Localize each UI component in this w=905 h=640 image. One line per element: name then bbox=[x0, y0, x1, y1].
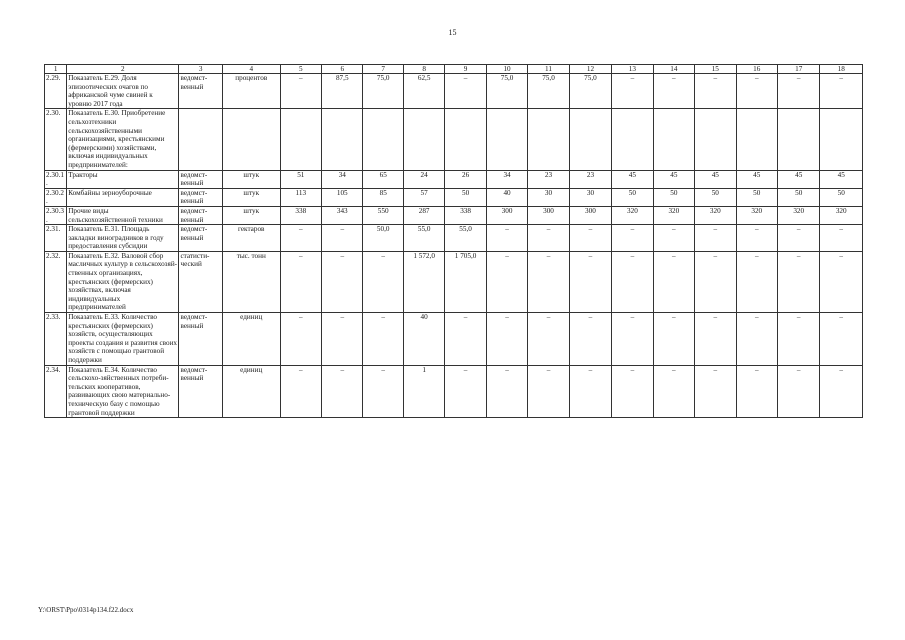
value-cell: – bbox=[653, 225, 694, 252]
value-cell: – bbox=[528, 365, 569, 418]
value-cell: – bbox=[612, 313, 653, 366]
indicator-name-cell: Показатель Е.30. Приобретение сельхозтехники сельскохозяйственными организациями, крестьянскими (фермерскими) хозяйствами, включая индивидуальных предпринимателей: bbox=[67, 109, 179, 170]
value-cell: – bbox=[820, 365, 863, 418]
value-cell bbox=[363, 109, 403, 170]
value-cell: 300 bbox=[569, 206, 611, 224]
row-number-cell: 2.31. bbox=[45, 225, 67, 252]
value-cell: 55,0 bbox=[445, 225, 486, 252]
value-cell: – bbox=[569, 313, 611, 366]
table-row bbox=[45, 188, 863, 206]
value-cell: 30 bbox=[569, 188, 611, 206]
value-cell: – bbox=[695, 251, 736, 312]
table-row bbox=[45, 225, 863, 252]
value-cell: 75,0 bbox=[569, 74, 611, 109]
value-cell: – bbox=[820, 225, 863, 252]
value-cell: – bbox=[322, 365, 363, 418]
value-cell: – bbox=[569, 251, 611, 312]
value-cell: – bbox=[322, 251, 363, 312]
value-cell: – bbox=[695, 313, 736, 366]
value-cell: 62,5 bbox=[403, 74, 444, 109]
value-cell: 550 bbox=[363, 206, 403, 224]
value-cell: 338 bbox=[280, 206, 321, 224]
value-cell: – bbox=[528, 251, 569, 312]
value-cell: 320 bbox=[653, 206, 694, 224]
value-cell: 50 bbox=[820, 188, 863, 206]
unit-cell: единиц bbox=[222, 313, 280, 366]
header-cell: 15 bbox=[695, 65, 736, 74]
value-cell: – bbox=[486, 365, 527, 418]
table-row bbox=[45, 74, 863, 109]
header-row bbox=[45, 65, 863, 74]
table-row bbox=[45, 251, 863, 312]
value-cell: 113 bbox=[280, 188, 321, 206]
value-cell: 45 bbox=[820, 170, 863, 188]
value-cell: 40 bbox=[486, 188, 527, 206]
data-source-cell: ведомст-венный bbox=[179, 170, 222, 188]
data-source-cell: статисти-ческий bbox=[179, 251, 222, 312]
value-cell: 45 bbox=[695, 170, 736, 188]
value-cell: – bbox=[280, 313, 321, 366]
unit-cell: тыс. тонн bbox=[222, 251, 280, 312]
value-cell: – bbox=[280, 365, 321, 418]
data-source-cell: ведомст-венный bbox=[179, 313, 222, 366]
row-number-cell: 2.32. bbox=[45, 251, 67, 312]
indicator-name-cell: Прочие виды сельскохозяйственной техники bbox=[67, 206, 179, 224]
value-cell: – bbox=[486, 225, 527, 252]
value-cell: – bbox=[695, 225, 736, 252]
value-cell: 338 bbox=[445, 206, 486, 224]
value-cell: 55,0 bbox=[403, 225, 444, 252]
unit-cell: единиц bbox=[222, 365, 280, 418]
data-source-cell: ведомст-венный bbox=[179, 365, 222, 418]
header-cell: 18 bbox=[820, 65, 863, 74]
indicators-table-container bbox=[44, 64, 863, 418]
table-row bbox=[45, 170, 863, 188]
value-cell: – bbox=[612, 251, 653, 312]
value-cell: – bbox=[820, 74, 863, 109]
unit-cell bbox=[222, 109, 280, 170]
header-cell: 9 bbox=[445, 65, 486, 74]
value-cell: 34 bbox=[486, 170, 527, 188]
value-cell: 300 bbox=[528, 206, 569, 224]
row-number-cell: 2.30. bbox=[45, 109, 67, 170]
value-cell: 50,0 bbox=[363, 225, 403, 252]
value-cell: – bbox=[569, 225, 611, 252]
page-number: 15 bbox=[448, 28, 457, 37]
value-cell bbox=[403, 109, 444, 170]
value-cell: – bbox=[445, 74, 486, 109]
value-cell: 320 bbox=[695, 206, 736, 224]
value-cell: 75,0 bbox=[528, 74, 569, 109]
unit-cell: штук bbox=[222, 206, 280, 224]
unit-cell: штук bbox=[222, 188, 280, 206]
value-cell: – bbox=[736, 313, 777, 366]
table-body bbox=[45, 74, 863, 418]
value-cell: – bbox=[653, 365, 694, 418]
value-cell: 75,0 bbox=[486, 74, 527, 109]
value-cell: – bbox=[653, 74, 694, 109]
row-number-cell: 2.30.2. bbox=[45, 188, 67, 206]
value-cell: – bbox=[736, 365, 777, 418]
value-cell: – bbox=[280, 251, 321, 312]
value-cell: – bbox=[528, 313, 569, 366]
value-cell: – bbox=[612, 74, 653, 109]
value-cell: – bbox=[363, 365, 403, 418]
value-cell: 50 bbox=[695, 188, 736, 206]
value-cell: – bbox=[653, 313, 694, 366]
data-source-cell: ведомст-венный bbox=[179, 74, 222, 109]
value-cell: – bbox=[612, 225, 653, 252]
header-cell: 2 bbox=[67, 65, 179, 74]
value-cell bbox=[695, 109, 736, 170]
row-number-cell: 2.34. bbox=[45, 365, 67, 418]
unit-cell: процентов bbox=[222, 74, 280, 109]
unit-cell: штук bbox=[222, 170, 280, 188]
value-cell: – bbox=[363, 313, 403, 366]
value-cell: – bbox=[322, 313, 363, 366]
row-number-cell: 2.33. bbox=[45, 313, 67, 366]
value-cell: 26 bbox=[445, 170, 486, 188]
row-number-cell: 2.30.1. bbox=[45, 170, 67, 188]
row-number-cell: 2.30.3. bbox=[45, 206, 67, 224]
value-cell: 1 705,0 bbox=[445, 251, 486, 312]
value-cell: 300 bbox=[486, 206, 527, 224]
value-cell: 50 bbox=[653, 188, 694, 206]
value-cell bbox=[777, 109, 819, 170]
header-cell: 7 bbox=[363, 65, 403, 74]
header-cell: 17 bbox=[777, 65, 819, 74]
indicators-table bbox=[44, 64, 863, 418]
value-cell: – bbox=[777, 365, 819, 418]
value-cell: 1 572,0 bbox=[403, 251, 444, 312]
indicator-name-cell: Показатель Е.32. Валовой сбор масличных культур в сельскохозяй-ственных организациях, крестьянских (фермерских) хозяйствах, включая индивидуальных предпринимателей bbox=[68, 251, 178, 312]
data-source-cell: ведомст-венный bbox=[179, 188, 222, 206]
value-cell: – bbox=[612, 365, 653, 418]
indicator-name-cell: Показатель Е.29. Доля эпизоотических очагов по африканской чуме свиней к уровню 2017 года bbox=[67, 74, 179, 109]
value-cell: – bbox=[445, 365, 486, 418]
value-cell: 45 bbox=[612, 170, 653, 188]
table-row bbox=[45, 109, 863, 170]
value-cell bbox=[736, 109, 777, 170]
value-cell: – bbox=[695, 365, 736, 418]
value-cell: 287 bbox=[403, 206, 444, 224]
indicator-name-cell: Комбайны зерноуборочные bbox=[67, 188, 179, 206]
value-cell: – bbox=[528, 225, 569, 252]
value-cell: 50 bbox=[445, 188, 486, 206]
value-cell: – bbox=[322, 225, 363, 252]
data-source-cell: ведомст-венный bbox=[179, 206, 222, 224]
value-cell: 343 bbox=[322, 206, 363, 224]
data-source-cell bbox=[179, 109, 222, 170]
header-cell: 1 bbox=[45, 65, 67, 74]
value-cell: – bbox=[777, 225, 819, 252]
value-cell: 30 bbox=[528, 188, 569, 206]
value-cell: – bbox=[486, 251, 527, 312]
value-cell: 45 bbox=[653, 170, 694, 188]
value-cell: 320 bbox=[736, 206, 777, 224]
value-cell: 50 bbox=[612, 188, 653, 206]
value-cell: – bbox=[363, 251, 403, 312]
value-cell: – bbox=[736, 251, 777, 312]
value-cell bbox=[445, 109, 486, 170]
row-number-cell: 2.29. bbox=[45, 74, 67, 109]
header-cell: 16 bbox=[736, 65, 777, 74]
header-cell: 8 bbox=[403, 65, 444, 74]
value-cell: – bbox=[280, 74, 321, 109]
value-cell: – bbox=[445, 313, 486, 366]
indicator-name-cell: Тракторы bbox=[67, 170, 179, 188]
value-cell: 51 bbox=[280, 170, 321, 188]
value-cell: 320 bbox=[777, 206, 819, 224]
value-cell: 50 bbox=[736, 188, 777, 206]
value-cell: – bbox=[486, 313, 527, 366]
value-cell bbox=[486, 109, 527, 170]
value-cell: 45 bbox=[736, 170, 777, 188]
value-cell: – bbox=[569, 365, 611, 418]
value-cell: – bbox=[653, 251, 694, 312]
table-row bbox=[45, 206, 863, 224]
value-cell: 87,5 bbox=[322, 74, 363, 109]
value-cell bbox=[280, 109, 321, 170]
value-cell: – bbox=[736, 74, 777, 109]
value-cell: – bbox=[820, 313, 863, 366]
value-cell: 23 bbox=[528, 170, 569, 188]
value-cell: – bbox=[695, 74, 736, 109]
unit-cell: гектаров bbox=[222, 225, 280, 252]
value-cell: 24 bbox=[403, 170, 444, 188]
header-cell: 10 bbox=[486, 65, 527, 74]
header-cell: 4 bbox=[222, 65, 280, 74]
table-row bbox=[45, 313, 863, 366]
indicator-name-cell: Показатель Е.33. Количество крестьянских (фермерских) хозяйств, осуществляющих проекты создания и развития своих хозяйств с помощью грантовой поддержки bbox=[68, 313, 178, 364]
indicator-name-cell: Показатель Е.31. Площадь закладки виноградников в году предоставления субсидии bbox=[67, 225, 179, 252]
value-cell bbox=[322, 109, 363, 170]
value-cell: 320 bbox=[612, 206, 653, 224]
header-cell: 3 bbox=[179, 65, 222, 74]
value-cell: 40 bbox=[403, 313, 444, 366]
table-row bbox=[45, 365, 863, 418]
value-cell: 57 bbox=[403, 188, 444, 206]
header-cell: 14 bbox=[653, 65, 694, 74]
value-cell bbox=[569, 109, 611, 170]
value-cell: – bbox=[820, 251, 863, 312]
value-cell: – bbox=[736, 225, 777, 252]
indicator-name-cell: Показатель Е.34. Количество сельскохо-зяйственных потреби-тельских кооперативов, развивающих свою материально-техническую базу с помощью грантовой поддержки bbox=[67, 365, 179, 418]
header-cell: 5 bbox=[280, 65, 321, 74]
value-cell: – bbox=[280, 225, 321, 252]
value-cell: 45 bbox=[777, 170, 819, 188]
data-source-cell: ведомст-венный bbox=[179, 225, 222, 252]
value-cell: – bbox=[777, 313, 819, 366]
value-cell: 23 bbox=[569, 170, 611, 188]
header-cell: 12 bbox=[569, 65, 611, 74]
value-cell: 105 bbox=[322, 188, 363, 206]
file-path-footer: Y:\ORST\Ppo\0314p134.f22.docx bbox=[38, 606, 134, 614]
value-cell: 34 bbox=[322, 170, 363, 188]
value-cell: – bbox=[777, 74, 819, 109]
value-cell: 50 bbox=[777, 188, 819, 206]
value-cell: 65 bbox=[363, 170, 403, 188]
value-cell: 320 bbox=[820, 206, 863, 224]
value-cell bbox=[528, 109, 569, 170]
value-cell: – bbox=[777, 251, 819, 312]
value-cell bbox=[612, 109, 653, 170]
value-cell: 1 bbox=[403, 365, 444, 418]
header-cell: 11 bbox=[528, 65, 569, 74]
value-cell bbox=[820, 109, 863, 170]
value-cell: 75,0 bbox=[363, 74, 403, 109]
header-cell: 13 bbox=[612, 65, 653, 74]
value-cell: 85 bbox=[363, 188, 403, 206]
value-cell bbox=[653, 109, 694, 170]
header-cell: 6 bbox=[322, 65, 363, 74]
